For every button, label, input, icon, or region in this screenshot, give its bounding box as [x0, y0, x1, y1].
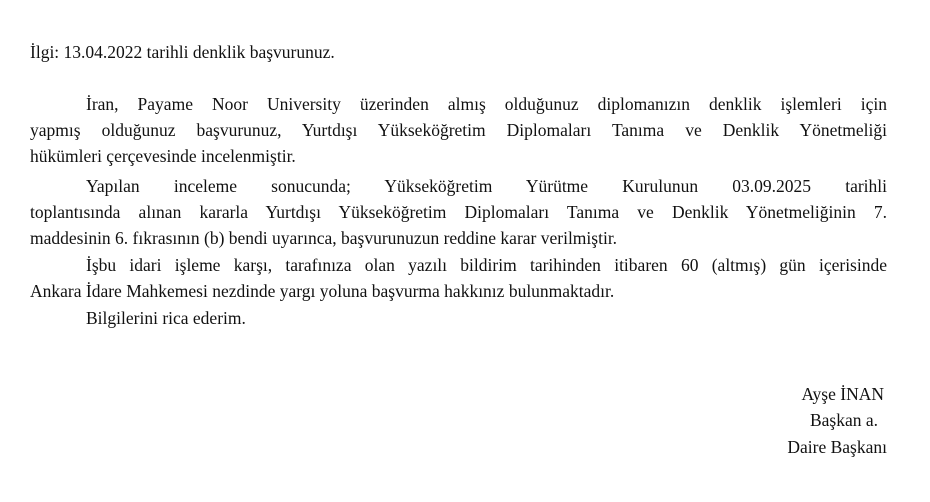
- paragraph-line: Ankara İdare Mahkemesi nezdinde yargı yoluna başvurma hakkınız bulunmaktadır.: [30, 281, 615, 301]
- signatory-name: Ayşe İNAN: [801, 384, 884, 404]
- paragraph-line: yapmış olduğunuz başvurunuz, Yurtdışı Yükseköğretim Diplomaları Tanıma ve Denklik Yönetmeliği: [30, 120, 887, 140]
- signatory-role: Başkan a.: [809, 410, 878, 430]
- paragraph-line: Yapılan inceleme sonucunda; Yükseköğretim Yürütme Kurulunun 03.09.2025 tarihli: [86, 176, 887, 196]
- signatory-title: Daire Başkanı: [787, 437, 887, 457]
- paragraph-line: Bilgilerini rica ederim.: [86, 308, 246, 328]
- letter-reference: İlgi: 13.04.2022 tarihli denklik başvurunuz.: [30, 42, 335, 62]
- paragraph-line: İşbu idari işleme karşı, tarafınıza olan yazılı bildirim tarihinden itibaren 60 (altmış) gün içerisinde: [86, 255, 887, 275]
- paragraph-line: toplantısında alınan kararla Yurtdışı Yükseköğretim Diplomaları Tanıma ve Denklik Yönetmeliğinin 7.: [30, 202, 887, 222]
- paragraph-line: maddesinin 6. fıkrasının (b) bendi uyarınca, başvurunuzun reddine karar verilmiştir.: [30, 228, 618, 248]
- paragraph-line: İran, Payame Noor University üzerinden almış olduğunuz diplomanızın denklik işlemleri için: [86, 94, 887, 114]
- paragraph-line: hükümleri çerçevesinde incelenmiştir.: [30, 146, 296, 166]
